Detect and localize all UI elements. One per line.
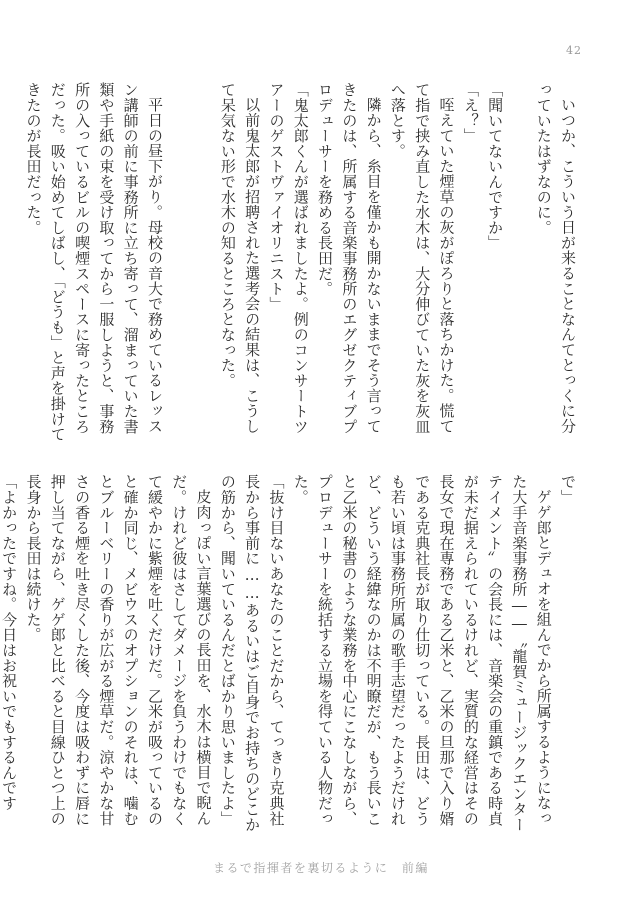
- paragraph-spacer: [167, 82, 191, 447]
- paragraph: 隣から、糸目を僅かも開かないままでそう言ってきたのは、所属する音楽事務所のエグゼクティブプロデューサーを務める長田だ。: [316, 82, 383, 434]
- paragraph: 「抜け目ないあなたのことだから、てっきり克典社長から事前に……あるいはご自身でお持ちのどこかの筋から、聞いているんだとばかり思いましたよ」: [218, 474, 286, 832]
- paragraph: 「え？」: [461, 82, 480, 144]
- paragraph: 「鬼太郎くんが選ばれましたよ。例のコンサートツアーのゲストヴァイオリニスト」: [267, 82, 310, 434]
- paragraph: いつか、こういう日が来ることなんてとっくに分っていたはずなのに。: [534, 82, 577, 434]
- paragraph: ゲゲ郎とデュオを組んでから所属するようになった大手音楽事務所――〝龍賀ミュージックエンターテイメント〟の会長には、音楽会の重鎮である時貞が未だ据えられているけれど、実質的な経営はその長女で現在専務である乙米と、乙米の旦那で入り婿である克典社長が取り仕切っている。長田は、どうも若い頃は事務所所属の歌手志望だったようだけれど、どういう経緯なのかは不明瞭だが、もう長いこと乙米の秘書のような業務を中心にこなしながら、プロデューサーを統括する立場を得ている人物だった。: [291, 474, 553, 832]
- paragraph: で」: [559, 474, 577, 505]
- paragraph: 「よかったですね。今日はお祝いでもするんです: [0, 474, 19, 811]
- paragraph: 以前鬼太郎が招聘された選考会の結果は、こうして呆気ない形で水木の知るところとなった。: [218, 82, 262, 434]
- paragraph: 平日の昼下がり。母校の音大で務めているレッスン講師の前に事務所に立ち寄って、溜まっていた書類や手紙の束を受け取ってから一服しようと、事務所の入っているビルの喫煙スペースに寄ったところだった。吸い始めてしばし、「どうも」と声を掛けてきたのが長田だった。: [24, 82, 164, 442]
- page-number: 42: [566, 44, 582, 57]
- paragraph: 「聞いてないんですか」: [486, 82, 505, 251]
- running-footer-title: まるで指揮者を裏切るように 前編: [213, 861, 429, 875]
- body-text-upper: [24, 82, 580, 447]
- paragraph-spacer: [191, 82, 215, 447]
- paragraph: 皮肉っぽい言葉選びの長田を、水木は横目で睨んだ。けれど彼はさしてダメージを負うわけでもなくて緩やかに紫煙を吐くだけだ。乙米が吸っているのと確か同じ、メビウスのオプションのそれは、噛むとブルーベリーの香りが広がる煙草だ。涼やかな甘さの香る煙を吐き尽くした後、今度は吸わずに唇に押し当てながら、ゲゲ郎と比べると目線ひとつ上の長身から長田は続けた。: [24, 474, 213, 826]
- body-text-lower: [0, 474, 580, 839]
- paragraph-spacer: [507, 82, 531, 447]
- paragraph: 咥えていた煙草の灰がぽろりと落ちかけた。慌てて指で挟み直した水木は、大分伸びていた灰を灰皿へ落とす。: [388, 82, 456, 434]
